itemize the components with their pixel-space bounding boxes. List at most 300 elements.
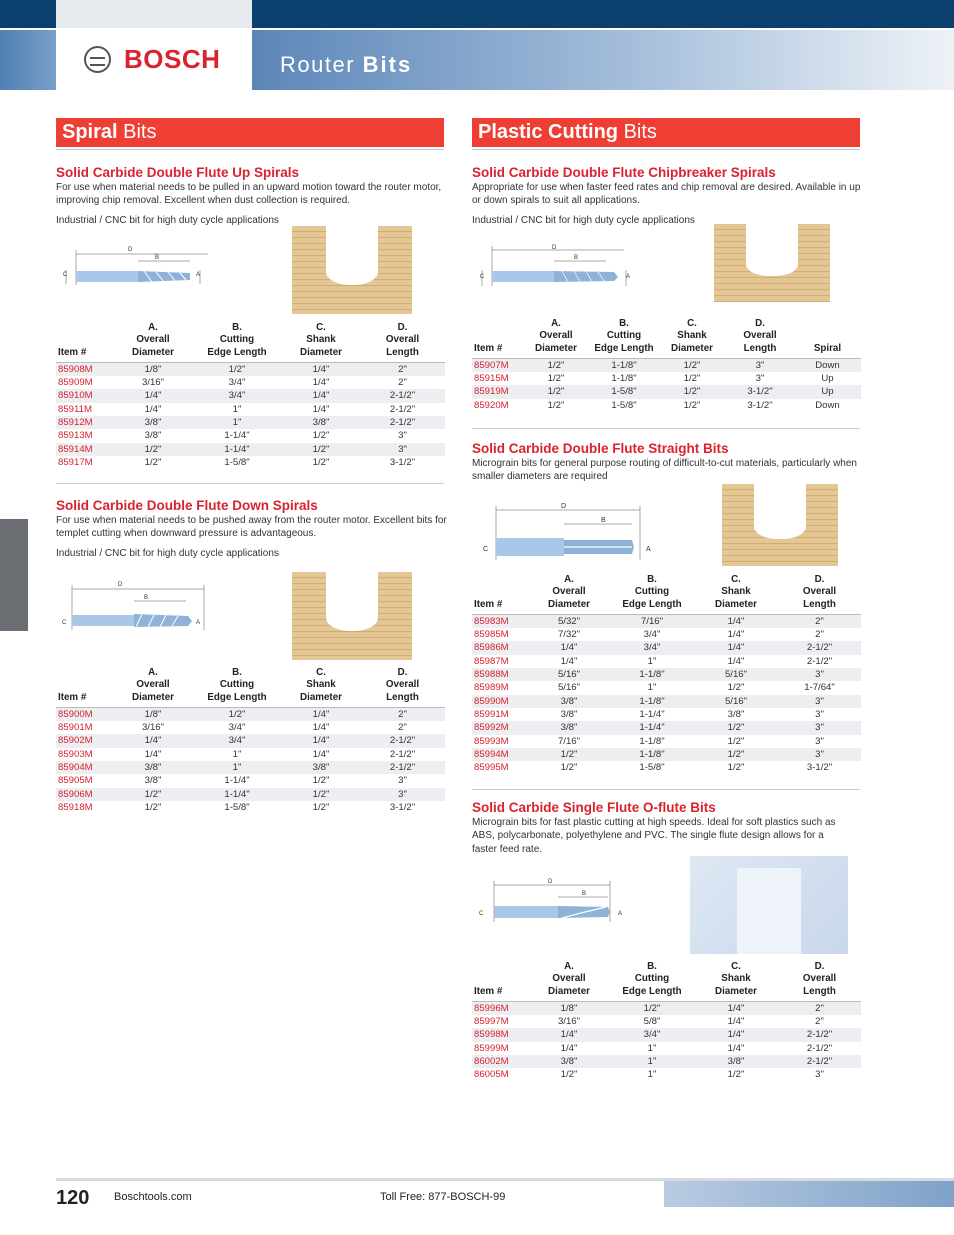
table-cell: 5/16" xyxy=(724,669,748,681)
dim-label-a: A xyxy=(646,546,651,553)
table-cell: 3/8" xyxy=(144,417,162,429)
table-cell: 1/4" xyxy=(560,1042,578,1054)
col-c: C. Shank Diameter xyxy=(715,574,757,610)
item-number: 85911M xyxy=(58,403,92,415)
table-cell: 1/2" xyxy=(683,386,701,398)
table-cell: 2-1/2" xyxy=(806,655,833,667)
bit-diagram xyxy=(58,580,208,632)
item-number: 85906M xyxy=(58,788,93,800)
table-cell: 3" xyxy=(398,430,407,442)
table-cell: 1/2" xyxy=(560,1069,578,1081)
table-cell: 3" xyxy=(815,695,824,707)
table-cell: 2" xyxy=(398,722,407,734)
table-cell: 1/8" xyxy=(114,362,192,376)
item-number: 85997M xyxy=(474,1016,509,1028)
table-cell: 1/4" xyxy=(727,1016,745,1028)
table-row xyxy=(472,399,861,412)
table-cell: 5/32" xyxy=(528,614,610,628)
item-number: 85996M xyxy=(472,1001,528,1015)
band-bold: Spiral xyxy=(62,121,118,143)
table-cell: 3/4" xyxy=(643,1029,661,1041)
item-number: 86005M xyxy=(474,1069,509,1081)
item-number: 85985M xyxy=(474,629,509,641)
table-cell: 1/2" xyxy=(727,748,745,760)
table-header-row xyxy=(56,667,445,707)
item-number: 85998M xyxy=(474,1029,509,1041)
table-row xyxy=(56,389,445,402)
wood-sample-image xyxy=(292,226,412,314)
dim-label-c: C xyxy=(480,274,485,280)
item-number: 85919M xyxy=(474,386,509,398)
table-cell: 1/4" xyxy=(312,377,330,389)
band-light: Bits xyxy=(623,121,657,143)
table-row xyxy=(472,641,861,654)
table-cell: 3/16" xyxy=(141,722,165,734)
table-header-row xyxy=(472,574,861,614)
col-item: Item # xyxy=(58,691,87,703)
item-number: 85903M xyxy=(58,748,93,760)
table-cell: 1/2" xyxy=(192,362,282,376)
subsection-title: Solid Carbide Double Flute Chipbreaker Spirals xyxy=(472,165,776,180)
table-row xyxy=(472,628,861,641)
table-cell: 1/2" xyxy=(683,399,701,411)
table-row xyxy=(472,695,861,708)
table-cell: 3" xyxy=(815,748,824,760)
subsection-title: Solid Carbide Double Flute Straight Bits xyxy=(472,441,729,456)
item-number: 85917M xyxy=(58,456,93,468)
bit-diagram xyxy=(58,244,208,288)
subsection-desc: Micrograin bits for general purpose routing of difficult-to-cut materials, particularly when smaller diameters are required xyxy=(472,458,857,483)
item-number: 85920M xyxy=(474,399,509,411)
footer-accent xyxy=(664,1181,954,1207)
subsection-note: Industrial / CNC bit for high duty cycle applications xyxy=(472,215,695,226)
band-bold: Plastic Cutting xyxy=(478,121,619,143)
spec-table-up-spirals xyxy=(56,322,445,469)
table-row xyxy=(472,1068,861,1081)
table-row xyxy=(472,1055,861,1068)
dim-label-a: A xyxy=(626,274,631,280)
table-cell: 1-7/64" xyxy=(804,682,835,694)
item-number: 85990M xyxy=(474,695,509,707)
table-cell: 3/4" xyxy=(643,642,661,654)
table-cell: 1-5/8" xyxy=(611,399,637,411)
item-number: 85983M xyxy=(472,614,528,628)
item-number: 85986M xyxy=(474,642,509,654)
table-cell: 5/16" xyxy=(724,695,748,707)
col-a: A. Overall Diameter xyxy=(132,322,174,358)
col-d: D. Overall Length xyxy=(385,322,420,358)
table-cell: 1-1/8" xyxy=(639,735,665,747)
table-cell: 3/8" xyxy=(727,1056,745,1068)
col-c: C. Shank Diameter xyxy=(300,667,342,703)
item-number: 85905M xyxy=(58,775,93,787)
footer-phone: Toll Free: 877-BOSCH-99 xyxy=(380,1191,506,1203)
col-a: A. Overall Diameter xyxy=(548,961,590,997)
table-cell: 1/2" xyxy=(727,735,745,747)
item-number: 85995M xyxy=(474,762,509,774)
table-row xyxy=(472,668,861,681)
table-row xyxy=(56,801,445,814)
subsection-desc: Appropriate for use when faster feed rates and chip removal are desired. Available in up or down spirals to suit all applications. xyxy=(472,182,861,207)
table-cell: 1/2" xyxy=(144,801,162,813)
table-cell: 1/4" xyxy=(727,629,745,641)
col-item: Item # xyxy=(474,342,503,354)
table-cell: 3/8" xyxy=(144,430,162,442)
wood-sample-image xyxy=(292,572,412,660)
table-cell: 3/8" xyxy=(560,695,578,707)
item-number: 85907M xyxy=(472,358,522,372)
dim-label-c: C xyxy=(62,620,67,626)
table-cell: 1/2" xyxy=(312,443,330,455)
table-cell: 1" xyxy=(647,682,657,694)
item-number: 85913M xyxy=(58,430,93,442)
table-cell: 1/2" xyxy=(560,748,578,760)
table-row xyxy=(472,748,861,761)
table-row xyxy=(56,429,445,442)
item-number: 86002M xyxy=(474,1056,509,1068)
table-row xyxy=(472,1028,861,1041)
table-cell: 1" xyxy=(647,1069,657,1081)
table-cell: 3" xyxy=(398,443,407,455)
table-cell: 1/4" xyxy=(282,707,360,721)
table-row xyxy=(56,748,445,761)
table-cell: 1/2" xyxy=(547,373,565,385)
dim-label-d: D xyxy=(548,879,553,885)
table-cell: 3/8" xyxy=(560,1056,578,1068)
table-cell: Down xyxy=(815,399,840,411)
table-row xyxy=(472,721,861,734)
subsection-note: Industrial / CNC bit for high duty cycle applications xyxy=(56,548,279,559)
table-cell: 1/4" xyxy=(560,655,578,667)
page-title xyxy=(280,52,412,78)
table-cell: 3/8" xyxy=(312,762,330,774)
item-number: 85904M xyxy=(58,762,93,774)
table-cell: 1/2" xyxy=(727,1069,745,1081)
bit-diagram xyxy=(474,502,664,562)
col-b: B. Cutting Edge Length xyxy=(207,322,267,358)
divider xyxy=(472,428,860,429)
table-cell: 2-1/2" xyxy=(806,1042,833,1054)
band-underline xyxy=(56,149,444,150)
title-light: Router xyxy=(280,52,356,77)
spec-table-oflute-bits xyxy=(472,961,861,1082)
item-number: 85902M xyxy=(58,735,93,747)
table-row xyxy=(472,614,861,628)
table-cell: 1" xyxy=(232,417,242,429)
table-cell: 1" xyxy=(647,1056,657,1068)
table-row xyxy=(472,1015,861,1028)
table-cell: Up xyxy=(821,386,834,398)
table-row xyxy=(472,358,861,372)
table-row xyxy=(472,681,861,694)
table-cell: 1" xyxy=(232,748,242,760)
table-cell: 1-1/8" xyxy=(611,373,637,385)
table-cell: 1-1/4" xyxy=(639,708,665,720)
dim-label-c: C xyxy=(63,272,68,278)
table-cell: 1/4" xyxy=(144,403,162,415)
bosch-armature-icon xyxy=(84,46,111,73)
table-row xyxy=(472,385,861,398)
band-light: Bits xyxy=(123,121,157,143)
col-b: B. Cutting Edge Length xyxy=(622,574,682,610)
dim-label-a: A xyxy=(618,911,623,917)
subsection-desc: For use when material needs to be pulled in an upward motion toward the router motor, improving chip removal. Excellent when dust collection is required. xyxy=(56,182,442,207)
dim-label-c: C xyxy=(479,911,484,917)
col-c: C. Shank Diameter xyxy=(715,961,757,997)
header-accent xyxy=(0,30,56,90)
item-number: 85909M xyxy=(58,377,93,389)
table-row xyxy=(472,655,861,668)
col-item: Item # xyxy=(58,346,87,358)
table-cell: 1-1/8" xyxy=(639,748,665,760)
col-a: A. Overall Diameter xyxy=(535,318,577,354)
table-cell: 3-1/2" xyxy=(806,762,833,774)
spec-table-straight-bits xyxy=(472,574,861,774)
table-cell: 1-1/4" xyxy=(224,430,250,442)
col-d: D. Overall Length xyxy=(802,574,837,610)
table-cell: 3/4" xyxy=(228,735,246,747)
divider xyxy=(56,483,444,484)
table-cell: 1/2" xyxy=(144,788,162,800)
col-spiral: Spiral xyxy=(813,342,842,354)
table-row xyxy=(56,403,445,416)
table-header-row xyxy=(472,961,861,1001)
table-cell: 1-1/8" xyxy=(639,695,665,707)
col-c: C. Shank Diameter xyxy=(300,322,342,358)
col-a: A. Overall Diameter xyxy=(132,667,174,703)
item-number: 85901M xyxy=(58,722,93,734)
dim-label-a: A xyxy=(196,272,201,278)
table-cell: 1-5/8" xyxy=(224,801,250,813)
table-cell: 7/16" xyxy=(610,614,694,628)
table-cell: 1/2" xyxy=(192,707,282,721)
side-tab xyxy=(0,519,28,631)
table-cell: 3/8" xyxy=(560,722,578,734)
table-row xyxy=(56,761,445,774)
table-cell: 2-1/2" xyxy=(389,762,416,774)
table-cell: 1-1/4" xyxy=(224,443,250,455)
table-cell: 1/4" xyxy=(312,390,330,402)
table-cell: 1/2" xyxy=(312,801,330,813)
table-cell: 1/2" xyxy=(547,386,565,398)
table-cell: 3-1/2" xyxy=(389,456,416,468)
item-number: 85993M xyxy=(474,735,509,747)
table-row xyxy=(56,707,445,721)
table-cell: 1-1/4" xyxy=(224,788,250,800)
table-cell: 2" xyxy=(398,377,407,389)
dim-label-a: A xyxy=(196,620,201,626)
table-cell: 1/4" xyxy=(144,735,162,747)
table-cell: 3/8" xyxy=(144,762,162,774)
table-cell: 2-1/2" xyxy=(389,417,416,429)
item-number: 85988M xyxy=(474,669,509,681)
table-cell: 3" xyxy=(815,722,824,734)
table-cell: 1-1/8" xyxy=(590,358,658,372)
table-cell: 3-1/2" xyxy=(747,399,773,411)
table-cell: 1/4" xyxy=(727,655,745,667)
table-cell: 2-1/2" xyxy=(389,403,416,415)
table-cell: 2-1/2" xyxy=(389,748,416,760)
col-c: C. Shank Diameter xyxy=(671,318,713,354)
band-underline xyxy=(472,149,860,150)
table-cell: 2" xyxy=(778,614,861,628)
table-cell: 1/4" xyxy=(144,390,162,402)
col-d: D. Overall Length xyxy=(802,961,837,997)
table-cell: 1/4" xyxy=(312,735,330,747)
col-b: B. Cutting Edge Length xyxy=(622,961,682,997)
table-cell: 1-5/8" xyxy=(224,456,250,468)
table-cell: 3" xyxy=(815,735,824,747)
table-cell: 1/4" xyxy=(312,403,330,415)
table-cell: 1" xyxy=(232,762,242,774)
table-row xyxy=(56,774,445,787)
section-band-plastic xyxy=(472,118,860,147)
table-row xyxy=(472,1001,861,1015)
dim-label-d: D xyxy=(561,503,567,510)
table-cell: 3-1/2" xyxy=(747,386,773,398)
table-cell: 1/4" xyxy=(144,748,162,760)
dim-label-b: B xyxy=(144,595,149,601)
col-item: Item # xyxy=(474,598,503,610)
item-number: 85989M xyxy=(474,682,509,694)
table-cell: 3/4" xyxy=(228,722,246,734)
table-cell: Up xyxy=(821,373,834,385)
table-cell: 3/4" xyxy=(643,629,661,641)
table-cell: 1" xyxy=(232,403,242,415)
col-b: B. Cutting Edge Length xyxy=(594,318,654,354)
table-cell: 1/2" xyxy=(560,762,578,774)
top-bar xyxy=(0,0,56,28)
item-number: 85991M xyxy=(474,708,509,720)
col-a: A. Overall Diameter xyxy=(548,574,590,610)
table-cell: 2-1/2" xyxy=(389,390,416,402)
dim-label-b: B xyxy=(155,255,160,261)
table-cell: Down xyxy=(794,358,861,372)
dim-label-d: D xyxy=(118,582,123,588)
table-cell: 3-1/2" xyxy=(389,801,416,813)
table-cell: 1-5/8" xyxy=(639,762,665,774)
table-row xyxy=(472,1042,861,1055)
table-cell: 3/8" xyxy=(727,708,745,720)
table-row xyxy=(56,362,445,376)
table-cell: 5/8" xyxy=(643,1016,661,1028)
table-row xyxy=(472,708,861,721)
table-cell: 1/4" xyxy=(727,1042,745,1054)
table-cell: 1/8" xyxy=(528,1001,610,1015)
table-row xyxy=(56,721,445,734)
table-cell: 1" xyxy=(647,655,657,667)
table-cell: 1/2" xyxy=(610,1001,694,1015)
table-cell: 2" xyxy=(778,1001,861,1015)
page-number: 120 xyxy=(56,1187,90,1209)
dim-label-d: D xyxy=(128,247,133,253)
wood-sample-image xyxy=(722,484,838,566)
top-bar-tab xyxy=(56,0,252,28)
table-cell: 2" xyxy=(360,707,445,721)
dim-label-d: D xyxy=(552,245,557,251)
table-row xyxy=(56,788,445,801)
table-cell: 3" xyxy=(755,373,765,385)
table-row xyxy=(56,443,445,456)
subsection-title: Solid Carbide Single Flute O-flute Bits xyxy=(472,800,716,815)
section-band-spiral xyxy=(56,118,444,147)
table-cell: 1/2" xyxy=(727,722,745,734)
table-cell: 1/2" xyxy=(144,456,162,468)
table-cell: 2-1/2" xyxy=(806,642,833,654)
table-cell: 3/8" xyxy=(560,708,578,720)
col-item: Item # xyxy=(474,985,503,997)
table-cell: 3" xyxy=(815,708,824,720)
item-number: 85915M xyxy=(474,373,509,385)
table-cell: 2-1/2" xyxy=(389,735,416,747)
table-row xyxy=(472,372,861,385)
item-number: 85908M xyxy=(56,362,114,376)
table-cell: 1-1/8" xyxy=(639,669,665,681)
table-cell: 1-5/8" xyxy=(611,386,637,398)
table-cell: 7/32" xyxy=(557,629,581,641)
table-cell: 1/2" xyxy=(312,430,330,442)
table-cell: 5/16" xyxy=(557,682,581,694)
table-cell: 3" xyxy=(815,1069,824,1081)
spec-table-down-spirals xyxy=(56,667,445,814)
title-bold: Bits xyxy=(362,52,413,77)
table-cell: 1/2" xyxy=(522,358,590,372)
table-cell: 2-1/2" xyxy=(806,1056,833,1068)
dim-label-c: C xyxy=(483,546,489,553)
table-cell: 1/4" xyxy=(312,748,330,760)
item-number: 85992M xyxy=(474,722,509,734)
table-cell: 3/4" xyxy=(228,377,246,389)
table-cell: 1/4" xyxy=(560,642,578,654)
table-cell: 2" xyxy=(815,1016,824,1028)
spec-table-chipbreaker xyxy=(472,318,861,412)
item-number: 85910M xyxy=(58,390,93,402)
table-header-row xyxy=(472,318,861,358)
item-number: 85900M xyxy=(56,707,114,721)
table-cell: 3" xyxy=(398,775,407,787)
table-cell: 3" xyxy=(726,358,794,372)
dim-label-b: B xyxy=(601,517,606,524)
table-cell: 1/2" xyxy=(727,762,745,774)
table-cell: 1/2" xyxy=(312,788,330,800)
item-number: 85987M xyxy=(474,655,509,667)
dim-label-b: B xyxy=(574,255,579,261)
table-cell: 1/4" xyxy=(560,1029,578,1041)
table-cell: 1-1/4" xyxy=(639,722,665,734)
table-cell: 3/16" xyxy=(557,1016,581,1028)
item-number: 85999M xyxy=(474,1042,509,1054)
subsection-desc: Micrograin bits for fast plastic cutting at high speeds. Ideal for soft plastics such as ABS, polycarbonate, polyethylene and PVC. The single flute design allows for a faster feed rate. xyxy=(472,817,836,855)
bit-diagram xyxy=(474,240,631,288)
table-cell: 1/2" xyxy=(144,443,162,455)
subsection-note: Industrial / CNC bit for high duty cycle applications xyxy=(56,215,279,226)
item-number: 85912M xyxy=(58,417,93,429)
subsection-title: Solid Carbide Double Flute Down Spirals xyxy=(56,498,318,513)
table-cell: 1/2" xyxy=(727,682,745,694)
bit-diagram xyxy=(474,876,634,924)
table-cell: 1/2" xyxy=(658,358,726,372)
table-cell: 3/8" xyxy=(312,417,330,429)
dim-label-b: B xyxy=(582,891,587,897)
col-b: B. Cutting Edge Length xyxy=(207,667,267,703)
divider xyxy=(472,789,860,790)
table-cell: 1/2" xyxy=(312,456,330,468)
table-cell: 3/16" xyxy=(141,377,165,389)
table-cell: 1/4" xyxy=(312,722,330,734)
table-cell: 1-1/4" xyxy=(224,775,250,787)
table-cell: 1/2" xyxy=(683,373,701,385)
table-cell: 3" xyxy=(398,788,407,800)
